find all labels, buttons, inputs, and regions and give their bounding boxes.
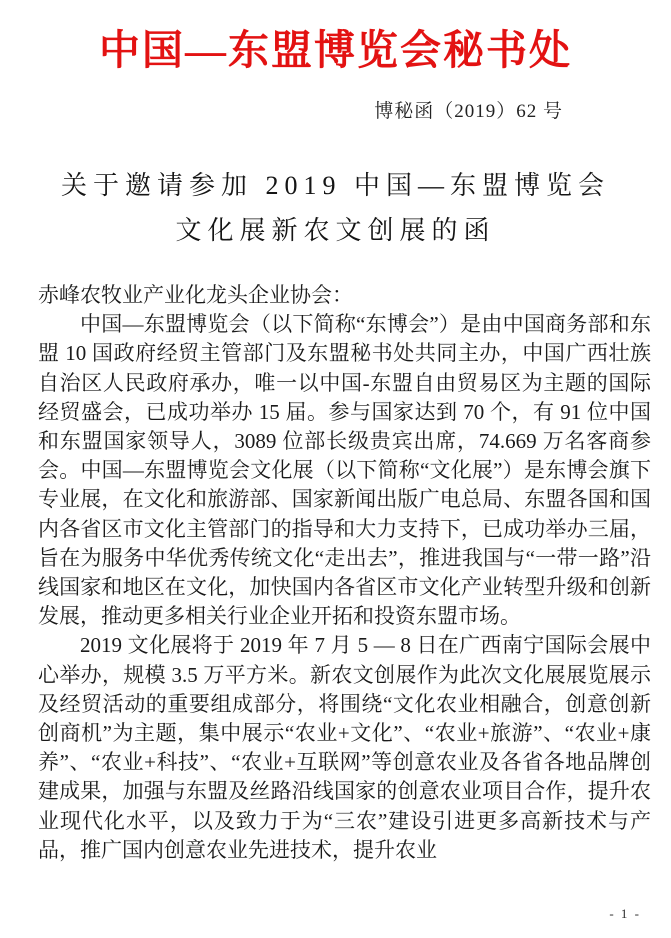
doc-number: 博秘函（2019）62 号 bbox=[374, 101, 563, 122]
paragraph-2: 2019 文化展将于 2019 年 7 月 5 — 8 日在广西南宁国际会展中心举办，规模 3.5 万平方米。新农文创展作为此次文化展展览展示及经贸活动的重要组成部分，将围绕“文化农业相融合，创意创新创商机”为主题，集中展示“农业+文化”、“农业+旅游”、“农业+康养”、“农业+科技”、“农业+互联网”等创意农业及各省各地品牌创建成果，加强与东盟及丝路沿线国家的创意农业项目合作，提升农业现代化水平，以及致力于为“三农”建设引进更多高新技术与产品，推广国内创意农业先进技术，提升农业 bbox=[38, 633, 651, 862]
salutation: 赤峰农牧业产业化龙头企业协会： bbox=[38, 283, 353, 307]
paragraph-1: 中国—东盟博览会（以下简称“东博会”）是由中国商务部和东盟 10 国政府经贸主管部门及东盟秘书处共同主办，中国广西壮族自治区人民政府承办，唯一以中国-东盟自由贸易区为主题的国际经贸盛会，已成功举办 15 届。参与国家达到 70 个，有 91 位中国和东盟国家领导人，3089 位部长级贵宾出席，74.669 万名客商参会。中国—东盟博览会文化展（以下简称“文化展”）是东博会旗下专业展，在文化和旅游部、国家新闻出版广电总局、东盟各国和国内各省区市文化主管部门的指导和大力支持下，已成功举办三届，旨在为服务中华优秀传统文化“走出去”，推进我国与“一带一路”沿线国家和地区在文化，加快国内各省区市文化产业转型升级和创新发展，推动更多相关行业企业开拓和投资东盟市场。 bbox=[38, 312, 651, 629]
document-title-line-1: 关于邀请参加 2019 中国—东盟博览会 bbox=[60, 171, 610, 200]
page-number: - 1 - bbox=[609, 906, 641, 921]
letter-body bbox=[38, 281, 651, 865]
document-title bbox=[0, 163, 671, 253]
letterhead-title: 中国—东盟博览会秘书处 bbox=[99, 27, 572, 73]
document-title-line-2: 文化展新农文创展的函 bbox=[175, 216, 496, 245]
